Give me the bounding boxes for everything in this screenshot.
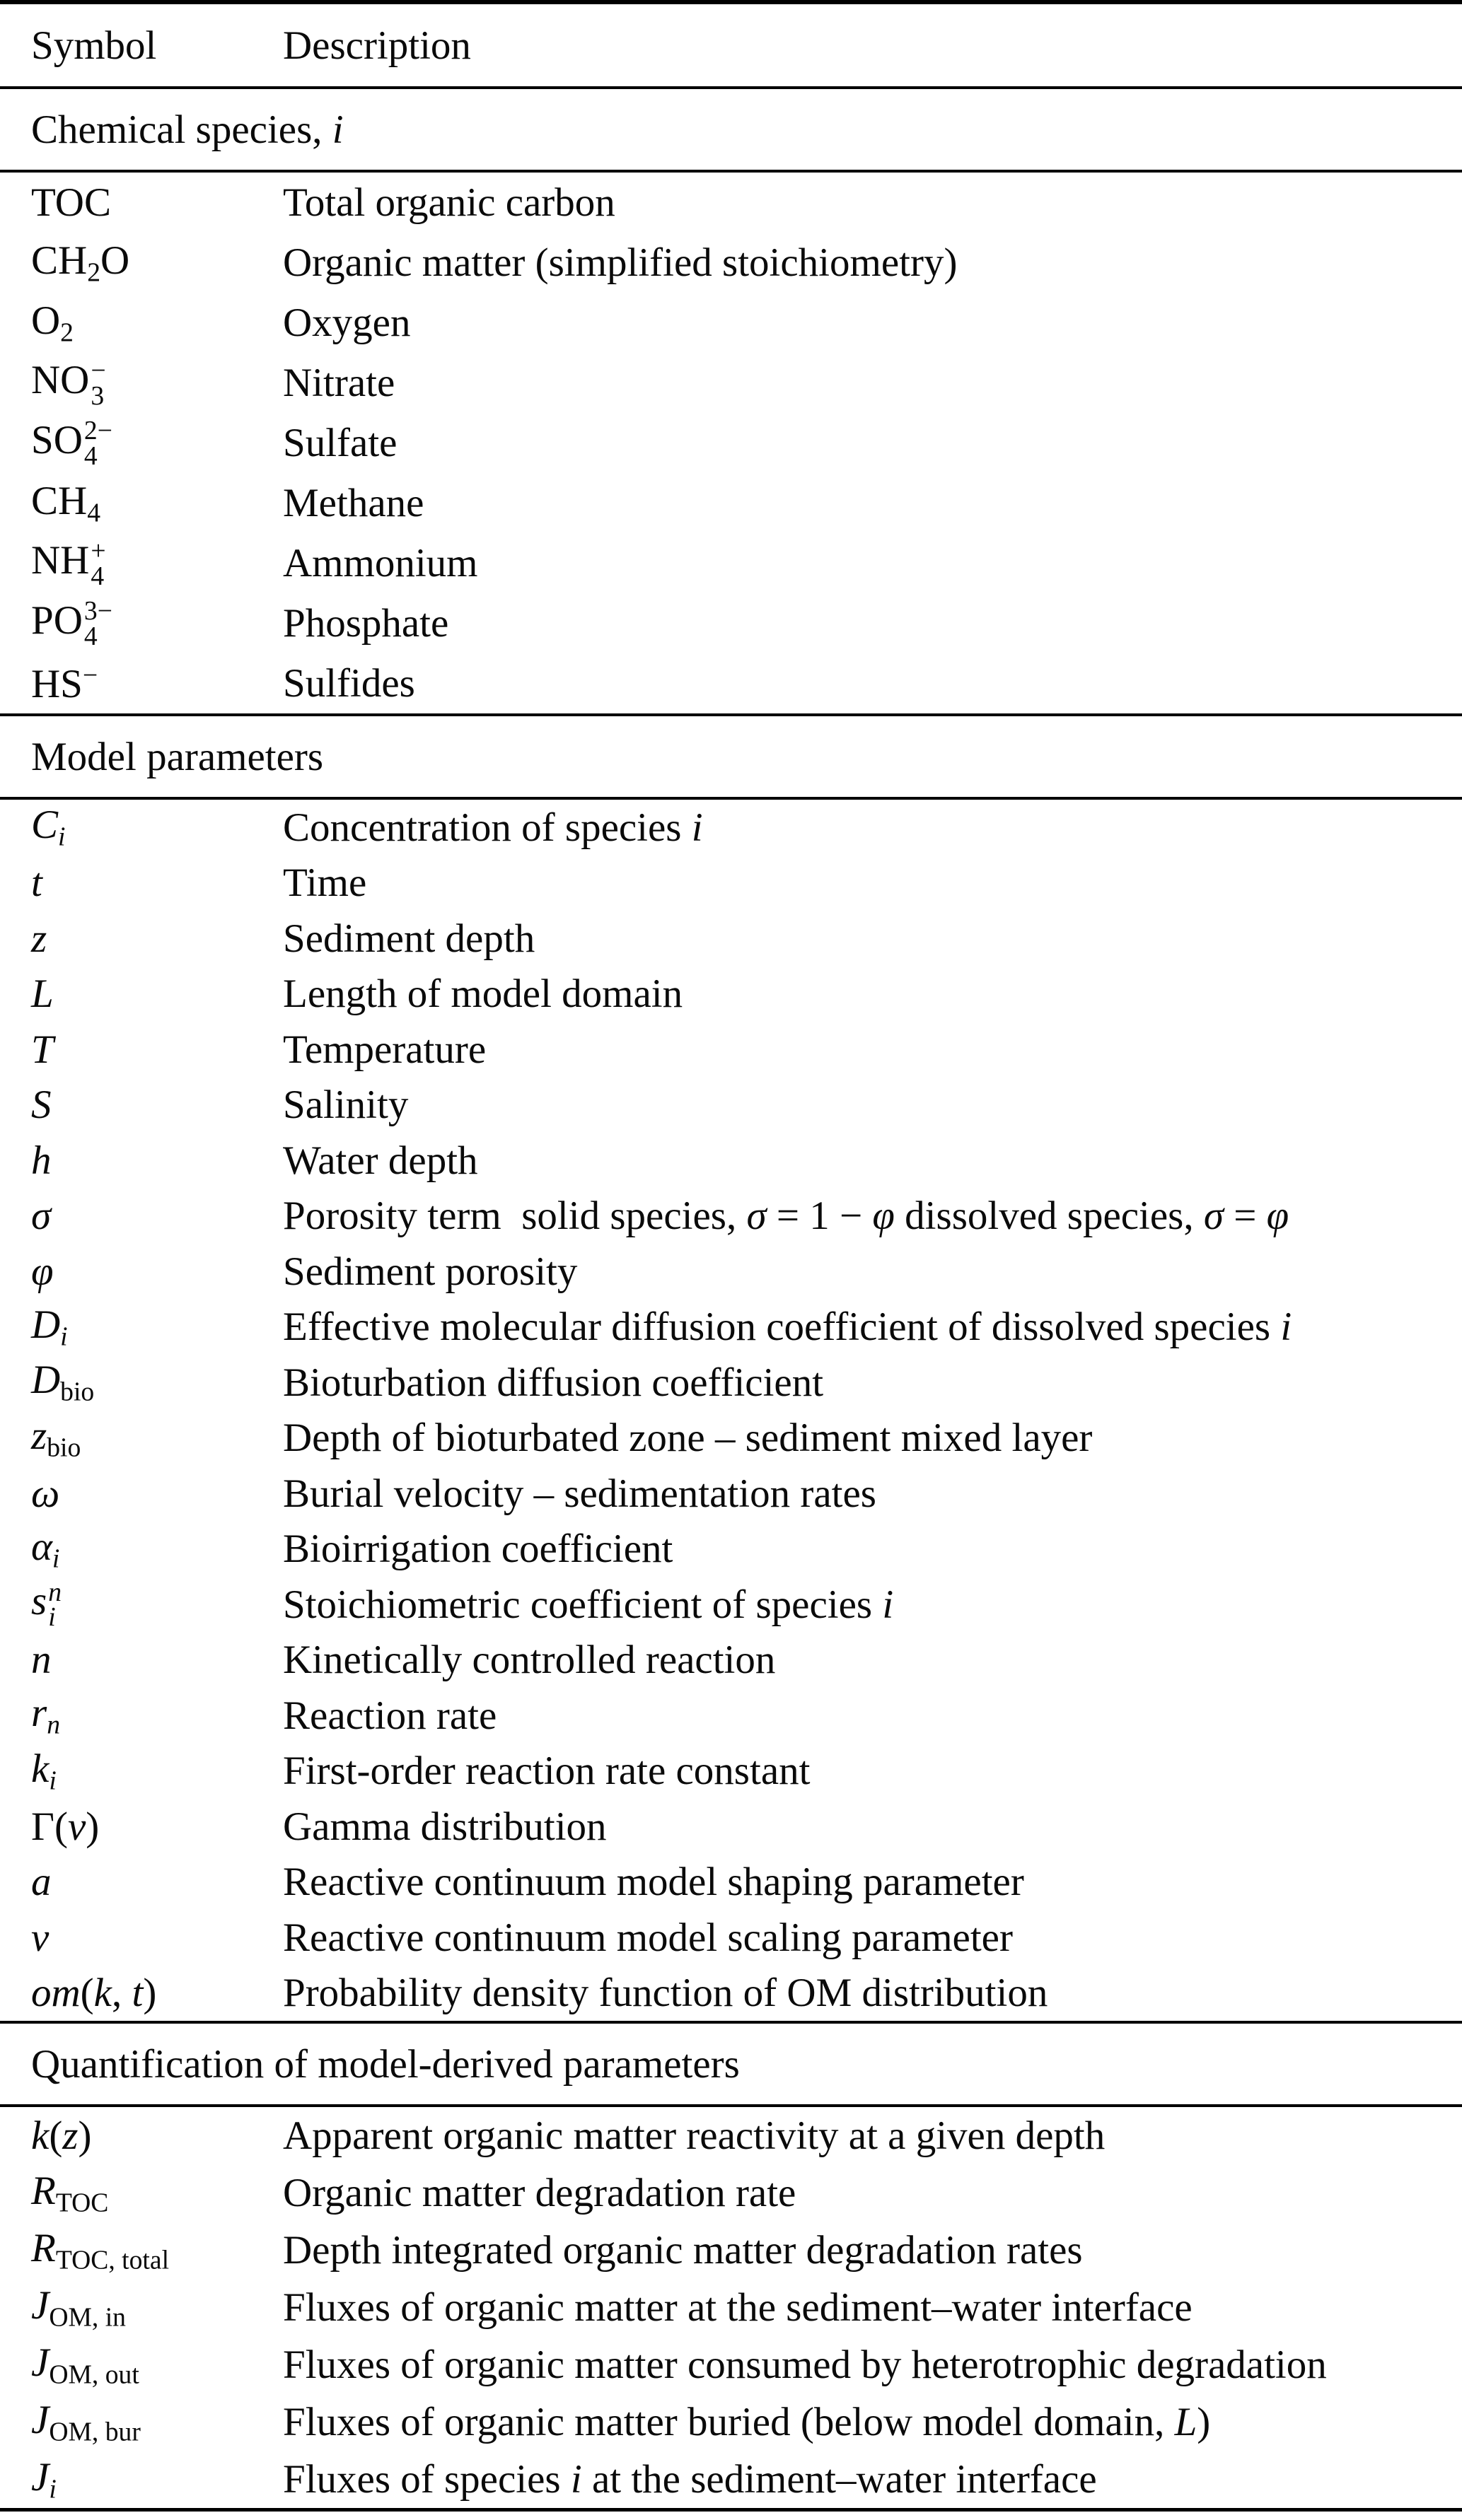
symbol-cell: S bbox=[31, 1083, 52, 1128]
table-row bbox=[0, 1411, 1462, 1466]
section-rows bbox=[0, 2107, 1462, 2508]
table-row bbox=[0, 2222, 1462, 2279]
description-cell: Sulfate bbox=[283, 421, 398, 465]
description-cell: Fluxes of organic matter at the sediment–water interface bbox=[283, 2285, 1193, 2330]
table-row bbox=[0, 533, 1462, 593]
symbol-cell: TOC bbox=[31, 180, 111, 225]
description-cell: Phosphate bbox=[283, 601, 449, 646]
table-row bbox=[0, 2107, 1462, 2164]
description-cell: Nitrate bbox=[283, 361, 395, 405]
description-cell: Bioturbation diffusion coefficient bbox=[283, 1360, 824, 1405]
symbol-cell: Γ(v) bbox=[31, 1804, 100, 1849]
symbol-cell: CH2O bbox=[31, 238, 130, 288]
symbol-cell: n bbox=[31, 1638, 52, 1683]
table-row bbox=[0, 1078, 1462, 1133]
description-cell: Stoichiometric coefficient of species i bbox=[283, 1582, 894, 1627]
description-cell: Temperature bbox=[283, 1027, 487, 1072]
symbol-cell: rn bbox=[31, 1691, 60, 1741]
table-row bbox=[0, 653, 1462, 713]
column-header-symbol: Symbol bbox=[31, 23, 157, 68]
symbol-cell: RTOC bbox=[31, 2168, 109, 2218]
stacked-scripts: − 3 bbox=[91, 355, 106, 411]
description-cell: Effective molecular diffusion coefficient of dissolved species i bbox=[283, 1305, 1292, 1350]
symbol-cell: Di bbox=[31, 1302, 68, 1352]
symbol-cell: JOM, bur bbox=[31, 2397, 141, 2447]
bottom-rule bbox=[0, 2508, 1462, 2512]
symbol-cell: om(k, t) bbox=[31, 1971, 157, 2016]
table-row bbox=[0, 1189, 1462, 1244]
table-row bbox=[0, 1744, 1462, 1799]
symbol-cell: z bbox=[31, 916, 47, 961]
section-rows bbox=[0, 800, 1462, 2021]
description-cell: Oxygen bbox=[283, 301, 411, 345]
description-cell: Fluxes of organic matter buried (below model domain, L) bbox=[283, 2400, 1211, 2444]
table-row bbox=[0, 593, 1462, 653]
description-cell: Organic matter (simplified stoichiometry) bbox=[283, 240, 958, 285]
section-rows bbox=[0, 173, 1462, 713]
table-row bbox=[0, 800, 1462, 856]
symbol-cell: σ bbox=[31, 1194, 52, 1239]
symbol-cell: zbio bbox=[31, 1413, 81, 1463]
table-row bbox=[0, 856, 1462, 911]
section-header bbox=[0, 89, 1462, 170]
table-row bbox=[0, 233, 1462, 293]
description-cell: Reactive continuum model scaling parameter bbox=[283, 1915, 1013, 1960]
stacked-scripts: 3− 4 bbox=[83, 595, 112, 651]
symbol-cell: ω bbox=[31, 1471, 60, 1516]
table-row bbox=[0, 967, 1462, 1022]
description-cell: Sediment porosity bbox=[283, 1249, 578, 1294]
section-title: Chemical species, i bbox=[31, 107, 344, 152]
symbol-cell: CH4 bbox=[31, 478, 100, 528]
description-cell: Sediment depth bbox=[283, 916, 535, 961]
description-cell: Bioirrigation coefficient bbox=[283, 1527, 673, 1572]
description-cell: Burial velocity – sedimentation rates bbox=[283, 1471, 876, 1516]
table-row bbox=[0, 1522, 1462, 1577]
table-row bbox=[0, 1966, 1462, 2022]
symbol-cell: Ci bbox=[31, 803, 66, 853]
description-cell: Kinetically controlled reaction bbox=[283, 1638, 776, 1683]
description-cell: Length of model domain bbox=[283, 972, 683, 1017]
table-row bbox=[0, 911, 1462, 967]
stacked-scripts: 2− 4 bbox=[83, 415, 112, 471]
symbol-cell: k(z) bbox=[31, 2113, 92, 2158]
description-cell: Porosity term solid species, σ = 1 − φ dissolved species, σ = φ bbox=[283, 1194, 1289, 1239]
description-cell: Fluxes of species i at the sediment–water interface bbox=[283, 2457, 1097, 2502]
table-row bbox=[0, 1133, 1462, 1189]
symbol-cell: T bbox=[31, 1027, 54, 1072]
section-title: Quantification of model-derived parameters bbox=[31, 2041, 740, 2087]
table-row bbox=[0, 2451, 1462, 2508]
stacked-scripts: n i bbox=[48, 1577, 62, 1633]
table-row bbox=[0, 413, 1462, 473]
description-cell: First-order reaction rate constant bbox=[283, 1749, 811, 1794]
symbol-cell: SO 2− 4 bbox=[31, 415, 112, 471]
description-cell: Fluxes of organic matter consumed by heterotrophic degradation bbox=[283, 2343, 1327, 2387]
table-row bbox=[0, 173, 1462, 233]
table-row bbox=[0, 1300, 1462, 1355]
description-cell: Ammonium bbox=[283, 541, 478, 585]
table-row bbox=[0, 1910, 1462, 1966]
description-cell: Concentration of species i bbox=[283, 805, 703, 850]
description-cell: Depth of bioturbated zone – sediment mixed layer bbox=[283, 1416, 1093, 1461]
description-cell: Methane bbox=[283, 481, 424, 525]
symbol-cell: HS− bbox=[31, 660, 98, 706]
table-row bbox=[0, 1466, 1462, 1522]
section-header bbox=[0, 716, 1462, 797]
table-row bbox=[0, 1022, 1462, 1078]
description-cell: Gamma distribution bbox=[283, 1804, 607, 1849]
table-row bbox=[0, 1355, 1462, 1411]
table-row bbox=[0, 353, 1462, 413]
section-title: Model parameters bbox=[31, 734, 324, 779]
symbol-cell: s n i bbox=[31, 1577, 62, 1633]
symbol-cell: JOM, out bbox=[31, 2340, 139, 2390]
table-header-row bbox=[0, 4, 1462, 86]
symbol-cell: L bbox=[31, 972, 54, 1017]
table-row bbox=[0, 2279, 1462, 2336]
symbol-cell: a bbox=[31, 1860, 52, 1905]
table-row bbox=[0, 2164, 1462, 2222]
symbol-cell: h bbox=[31, 1138, 52, 1183]
table-body bbox=[0, 86, 1462, 2508]
table-row bbox=[0, 1799, 1462, 1855]
symbol-cell: Ji bbox=[31, 2454, 57, 2504]
description-cell: Time bbox=[283, 861, 367, 906]
symbol-cell: Dbio bbox=[31, 1358, 95, 1408]
symbol-cell: αi bbox=[31, 1524, 60, 1574]
column-header-description: Description bbox=[283, 23, 471, 68]
section-header bbox=[0, 2024, 1462, 2104]
description-cell: Sulfides bbox=[283, 661, 415, 706]
table-row bbox=[0, 1633, 1462, 1688]
description-cell: Organic matter degradation rate bbox=[283, 2171, 796, 2215]
stacked-scripts: + 4 bbox=[91, 535, 106, 591]
table-row bbox=[0, 1855, 1462, 1911]
table-row bbox=[0, 2393, 1462, 2451]
table-row bbox=[0, 1688, 1462, 1744]
description-cell: Salinity bbox=[283, 1083, 409, 1128]
description-cell: Apparent organic matter reactivity at a given depth bbox=[283, 2113, 1106, 2158]
table-row bbox=[0, 293, 1462, 353]
table-row bbox=[0, 2336, 1462, 2393]
symbol-cell: t bbox=[31, 861, 42, 906]
description-cell: Total organic carbon bbox=[283, 180, 615, 225]
description-cell: Reactive continuum model shaping parameter bbox=[283, 1860, 1024, 1905]
description-cell: Reaction rate bbox=[283, 1693, 497, 1738]
table-row bbox=[0, 1244, 1462, 1300]
symbol-cell: NH + 4 bbox=[31, 535, 106, 591]
symbol-cell: φ bbox=[31, 1249, 54, 1294]
description-cell: Depth integrated organic matter degradation rates bbox=[283, 2228, 1083, 2273]
symbol-cell: O2 bbox=[31, 298, 74, 348]
symbol-cell: NO − 3 bbox=[31, 355, 106, 411]
symbol-cell: v bbox=[31, 1915, 50, 1960]
description-cell: Water depth bbox=[283, 1138, 478, 1183]
symbol-cell: JOM, in bbox=[31, 2282, 126, 2333]
description-cell: Probability density function of OM distribution bbox=[283, 1971, 1048, 2016]
symbol-cell: PO 3− 4 bbox=[31, 595, 112, 651]
symbol-cell: ki bbox=[31, 1746, 57, 1796]
symbol-cell: RTOC, total bbox=[31, 2225, 170, 2275]
table-row bbox=[0, 473, 1462, 533]
table-row bbox=[0, 1577, 1462, 1633]
